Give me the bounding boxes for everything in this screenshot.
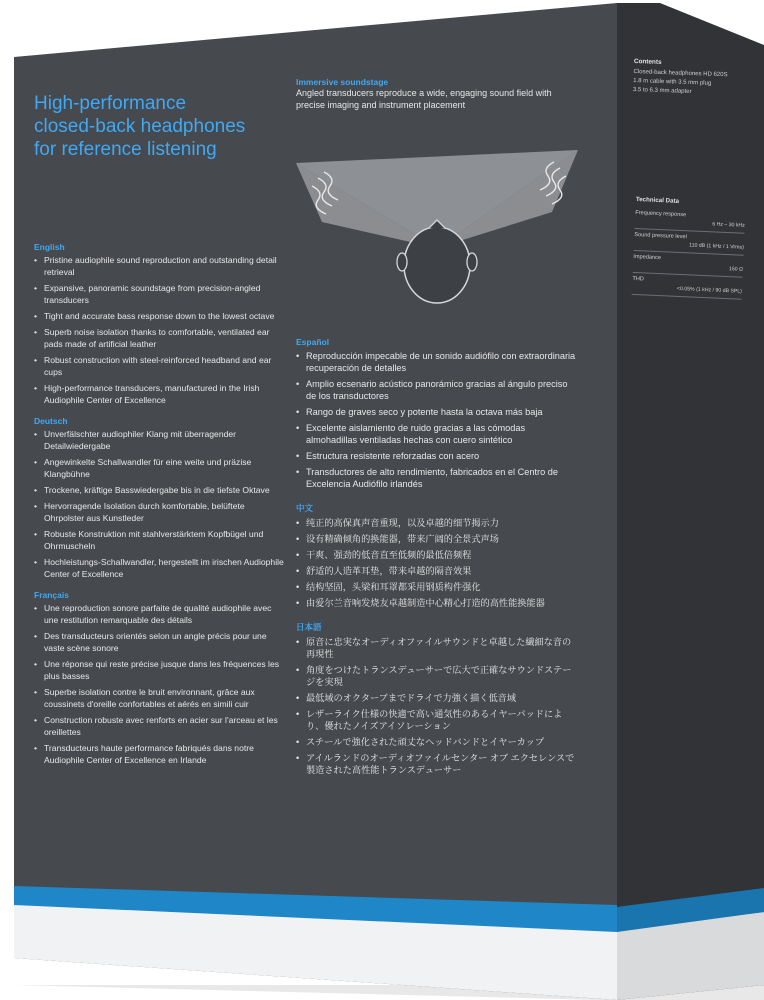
list-item: • 结构坚固，头梁和耳罩都采用钢质构件强化 — [296, 581, 576, 593]
list-item: • Tight and accurate bass response down to the lowest octave — [34, 310, 286, 322]
english-feature-list — [34, 254, 286, 406]
list-item: • Robuste Konstruktion mit stahlverstärktem Kopfbügel und Ohrmuscheln — [34, 528, 286, 552]
spec-label: Impedance — [633, 253, 662, 262]
list-item: • Construction robuste avec renforts en acier sur l'arceau et les oreillettes — [34, 714, 286, 738]
list-item: • 最低域のオクターブまでドライで力強く描く低音域 — [296, 692, 576, 704]
list-item: • スチールで強化された頑丈なヘッドバンドとイヤーカップ — [296, 736, 576, 748]
list-item: • Superbe isolation contre le bruit environnant, grâce aux coussinets d'oreille confortables et aérés en simili cuir — [34, 686, 286, 710]
list-item: • Expansive, panoramic soundstage from precision-angled transducers — [34, 282, 286, 306]
right-column — [296, 337, 576, 780]
francais-feature-list — [34, 602, 286, 766]
list-item: • アイルランドのオーディオファイルセンター オブ エクセレンスで製造された高性能トランスデューサー — [296, 752, 576, 776]
list-item: • Unverfälschter audiophiler Klang mit überragender Detailwiedergabe — [34, 428, 286, 452]
section-heading-deutsch: Deutsch — [34, 416, 68, 426]
contents-heading: Contents — [633, 58, 662, 66]
spec-label: Sound pressure level — [634, 231, 687, 241]
listener-head-icon — [404, 227, 470, 303]
section-heading-francais: Français — [34, 590, 69, 600]
list-item: • Robust construction with steel-reinforced headband and ear cups — [34, 354, 286, 378]
technical-data-heading: Technical Data — [635, 196, 680, 205]
list-item: • Excelente aislamiento de ruido gracias a las cómodas almohadillas ventiladas hechas con cuero sintético — [296, 422, 576, 446]
list-item: • Hervorragende Isolation durch komfortable, belüftete Ohrpolster aus Kunstleder — [34, 500, 286, 524]
list-item: • Transducteurs haute performance fabriqués dans notre Audiophile Center of Excellence en Irlande — [34, 742, 286, 766]
box-title — [34, 92, 294, 161]
section-heading-japanese: 日本語 — [296, 622, 322, 632]
soundstage-text: Angled transducers reproduce a wide, engaging sound field with precise imaging and instrument placement — [296, 88, 552, 110]
section-heading-english: English — [34, 242, 65, 252]
list-item: • Rango de graves seco y potente hasta la octava más baja — [296, 406, 576, 418]
list-item: • 干爽、强劲的低音直至低频的最低倍频程 — [296, 549, 576, 561]
list-item: • Une réponse qui reste précise jusque dans les fréquences les plus basses — [34, 658, 286, 682]
spec-row — [632, 274, 743, 300]
list-item: • Trockene, kräftige Basswiedergabe bis in die tiefste Oktave — [34, 484, 286, 496]
deutsch-feature-list — [34, 428, 286, 580]
technical-data-block — [631, 196, 748, 311]
list-item: • 设有精确倾角的换能器，带来广阔的全景式声场 — [296, 533, 576, 545]
list-item: • Superb noise isolation thanks to comfortable, ventilated ear pads made of artificial leather — [34, 326, 286, 350]
list-item: • Angewinkelte Schallwandler für eine weite und präzise Klangbühne — [34, 456, 286, 480]
spec-label: THD — [632, 275, 644, 283]
box-title-line: closed-back headphones — [34, 116, 246, 137]
list-item: • High-performance transducers, manufactured in the Irish Audiophile Center of Excellence — [34, 382, 286, 406]
contents-line: 3.5 to 6.3 mm adapter — [632, 86, 692, 96]
spec-value: 6 Hz – 30 kHz — [712, 221, 745, 229]
list-item: • 纯正的高保真声音重现，以及卓越的细节揭示力 — [296, 517, 576, 529]
list-item: • Pristine audiophile sound reproduction and outstanding detail retrieval — [34, 254, 286, 278]
section-heading-chinese: 中文 — [296, 503, 314, 513]
spec-value: 110 dB (1 kHz / 1 Vrms) — [688, 242, 744, 251]
contents-line: Closed-back headphones HD 620S — [633, 68, 728, 79]
box-title-line: for reference listening — [34, 139, 217, 160]
left-column — [34, 242, 286, 770]
list-item: • レザーライク仕様の快適で高い通気性のあるイヤーパッドにより、優れたノイズアイソレーション — [296, 708, 576, 732]
list-item: • Des transducteurs orientés selon un angle précis pour une vaste scène sonore — [34, 630, 286, 654]
list-item: • 舒适的人造革耳垫，带来卓越的隔音效果 — [296, 565, 576, 577]
list-item: • Hochleistungs-Schallwandler, hergestellt im irischen Audiophile Center of Excellence — [34, 556, 286, 580]
section-heading-espanol: Español — [296, 337, 330, 347]
espanol-feature-list — [296, 350, 576, 490]
chinese-feature-list — [296, 517, 576, 609]
soundstage-heading: Immersive soundstage — [296, 77, 389, 87]
list-item: • Amplio ecsenario acústico panorámico gracias al ángulo preciso de los transductores — [296, 378, 576, 402]
list-item: • Reproducción impecable de un sonido audiófilo con extraordinaria recuperación de detalles — [296, 350, 576, 374]
box-title-line: High-performance — [34, 93, 187, 114]
soundstage-block — [296, 77, 566, 111]
spec-value: <0.05% (1 kHz / 90 dB SPL) — [676, 285, 743, 295]
list-item: • Une reproduction sonore parfaite de qualité audiophile avec une restitution remarquable des détails — [34, 602, 286, 626]
list-item: • 角度をつけたトランスデューサーで広大で正確なサウンドステージを実現 — [296, 664, 576, 688]
list-item: • 由爱尔兰音响发烧友卓越制造中心精心打造的高性能换能器 — [296, 597, 576, 609]
spec-label: Frequency response — [635, 209, 687, 219]
japanese-feature-list — [296, 636, 576, 776]
contents-line: 1.8 m cable with 3.5 mm plug — [633, 77, 712, 87]
contents-block — [633, 58, 749, 97]
box-side-face — [617, 3, 764, 1000]
list-item: • Transductores de alto rendimiento, fabricados en el Centro de Excelencia Audiófilo irlandés — [296, 466, 576, 490]
list-item: • 原音に忠実なオーディオファイルサウンドと卓越した繊細な音の再現性 — [296, 636, 576, 660]
spec-value: 150 Ω — [728, 266, 744, 273]
list-item: • Estructura resistente reforzadas con acero — [296, 450, 576, 462]
